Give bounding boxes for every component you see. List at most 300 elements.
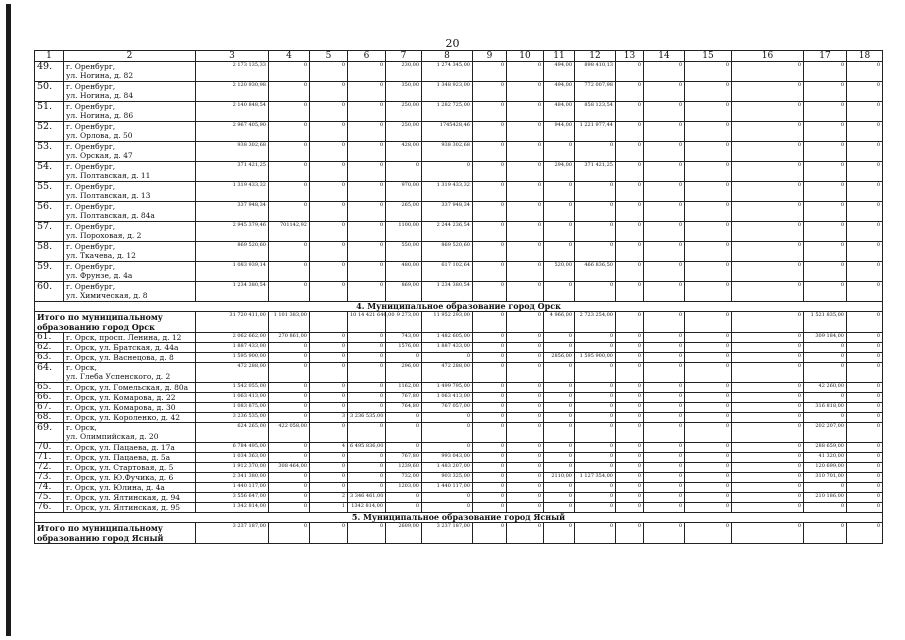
value-cell: 0 bbox=[348, 353, 386, 363]
value-cell: 0 bbox=[732, 343, 804, 353]
value-cell: 270 861,00 bbox=[269, 333, 310, 343]
column-number: 18 bbox=[847, 51, 883, 62]
value-cell: 701142,92 bbox=[269, 222, 310, 242]
value-cell: 0 bbox=[804, 62, 847, 82]
value-cell: 0 bbox=[473, 483, 507, 493]
value-cell: 0 bbox=[685, 102, 732, 122]
value-cell: 0 bbox=[847, 262, 883, 282]
value-cell: 0 bbox=[616, 403, 644, 413]
value-cell: 0 bbox=[348, 423, 386, 443]
row-number: 58. bbox=[35, 242, 64, 262]
row-number: 72. bbox=[35, 463, 64, 473]
total-value: 0 bbox=[847, 523, 883, 544]
value-cell: 0 bbox=[269, 403, 310, 413]
value-cell: 869 520,60 bbox=[422, 242, 473, 262]
value-cell: 0 bbox=[473, 453, 507, 463]
address-cell bbox=[64, 423, 196, 443]
value-cell: 0 bbox=[310, 142, 348, 162]
address-line: г. Оренбург, bbox=[66, 102, 116, 111]
value-cell: 0 bbox=[386, 162, 422, 182]
value-cell: 1 063 413,00 bbox=[196, 393, 269, 403]
value-cell: 2 173 135,33 bbox=[196, 62, 269, 82]
value-cell: 2856,00 bbox=[544, 353, 575, 363]
value-cell: 0 bbox=[616, 473, 644, 483]
value-cell: 0 bbox=[507, 62, 544, 82]
total-value: 0 bbox=[732, 523, 804, 544]
address-line: г. Оренбург, bbox=[66, 82, 116, 91]
table-row bbox=[35, 82, 883, 102]
total-value: 4 966,00 bbox=[544, 312, 575, 333]
value-cell: 0 bbox=[804, 102, 847, 122]
value-cell: 0 bbox=[847, 423, 883, 443]
value-cell: 0 bbox=[804, 503, 847, 513]
value-cell: 0 bbox=[685, 162, 732, 182]
value-cell: 0 bbox=[310, 333, 348, 343]
column-number: 14 bbox=[644, 51, 685, 62]
value-cell: 337 948,34 bbox=[196, 202, 269, 222]
value-cell: 0 bbox=[507, 393, 544, 403]
section-total-row bbox=[35, 523, 883, 544]
value-cell: 3 236 535,00 bbox=[196, 413, 269, 423]
row-number: 54. bbox=[35, 162, 64, 182]
value-cell: 1 034 363,00 bbox=[196, 453, 269, 463]
total-value: 0 bbox=[804, 523, 847, 544]
value-cell: 0 bbox=[269, 453, 310, 463]
address-line: г. Оренбург, bbox=[66, 282, 116, 291]
value-cell: 1 083 939,14 bbox=[196, 262, 269, 282]
value-cell: 0 bbox=[616, 413, 644, 423]
total-value: 0 bbox=[685, 523, 732, 544]
value-cell: 0 bbox=[473, 473, 507, 483]
value-cell: 767,80 bbox=[386, 393, 422, 403]
value-cell: 1 282 725,00 bbox=[422, 102, 473, 122]
value-cell: 294,00 bbox=[544, 162, 575, 182]
value-cell: 0 bbox=[804, 282, 847, 302]
row-number: 49. bbox=[35, 62, 64, 82]
value-cell: 0 bbox=[575, 343, 616, 353]
row-number: 52. bbox=[35, 122, 64, 142]
value-cell: 0 bbox=[507, 202, 544, 222]
total-value: 1 521 835,00 bbox=[804, 312, 847, 333]
section-title: 4. Муниципальное образование город Орск bbox=[35, 302, 883, 312]
row-number: 67. bbox=[35, 403, 64, 413]
value-cell: 0 bbox=[804, 413, 847, 423]
value-cell: 3 bbox=[310, 413, 348, 423]
value-cell: 0 bbox=[804, 262, 847, 282]
total-value: 0 bbox=[575, 523, 616, 544]
value-cell: 0 bbox=[685, 282, 732, 302]
value-cell: 0 bbox=[732, 182, 804, 202]
address-line: г. Орск, просп. Ленина, д. 12 bbox=[66, 333, 182, 342]
value-cell: 0 bbox=[847, 282, 883, 302]
value-cell: 0 bbox=[507, 403, 544, 413]
value-cell: 0 bbox=[732, 353, 804, 363]
value-cell: 0 bbox=[348, 202, 386, 222]
value-cell: 316 818,00 bbox=[804, 403, 847, 413]
value-cell: 0 bbox=[507, 242, 544, 262]
value-cell: 0 bbox=[507, 363, 544, 383]
value-cell: 0 bbox=[348, 62, 386, 82]
value-cell: 484,00 bbox=[544, 102, 575, 122]
value-cell: 0 bbox=[473, 383, 507, 393]
section-total-row bbox=[35, 312, 883, 333]
column-number: 6 bbox=[348, 51, 386, 62]
address-line: г. Орск, ул. Комарова, д. 22 bbox=[66, 393, 176, 402]
row-number: 69. bbox=[35, 423, 64, 443]
value-cell: 0 bbox=[310, 222, 348, 242]
value-cell: 0 bbox=[310, 122, 348, 142]
value-cell: 0 bbox=[575, 413, 616, 423]
value-cell: 0 bbox=[847, 122, 883, 142]
value-cell: 0 bbox=[422, 503, 473, 513]
address-line: ул. Ногина, д. 86 bbox=[66, 111, 134, 120]
value-cell: 772 007,98 bbox=[575, 82, 616, 102]
value-cell: 0 bbox=[685, 122, 732, 142]
value-cell: 0 bbox=[544, 393, 575, 403]
value-cell: 0 bbox=[616, 282, 644, 302]
value-cell: 494,00 bbox=[544, 62, 575, 82]
value-cell: 0 bbox=[269, 483, 310, 493]
address-cell bbox=[64, 62, 196, 82]
value-cell: 3 236 535,00 bbox=[348, 413, 386, 423]
row-number: 61. bbox=[35, 333, 64, 343]
value-cell: 0 bbox=[575, 282, 616, 302]
table-row bbox=[35, 162, 883, 182]
address-cell bbox=[64, 222, 196, 242]
address-cell bbox=[64, 122, 196, 142]
value-cell: 0 bbox=[544, 403, 575, 413]
value-cell: 0 bbox=[847, 202, 883, 222]
address-cell bbox=[64, 242, 196, 262]
column-number: 17 bbox=[804, 51, 847, 62]
column-number: 5 bbox=[310, 51, 348, 62]
value-cell: 0 bbox=[310, 393, 348, 403]
row-number: 55. bbox=[35, 182, 64, 202]
total-value: 2609,00 bbox=[386, 523, 422, 544]
address-cell bbox=[64, 262, 196, 282]
value-cell: 0 bbox=[644, 403, 685, 413]
value-cell: 0 bbox=[507, 142, 544, 162]
value-cell: 0 bbox=[732, 363, 804, 383]
value-cell: 1 274 345,00 bbox=[422, 62, 473, 82]
value-cell: 0 bbox=[685, 473, 732, 483]
value-cell: 1 595 900,00 bbox=[196, 353, 269, 363]
value-cell: 0 bbox=[644, 493, 685, 503]
value-cell: 0 bbox=[575, 503, 616, 513]
value-cell: 0 bbox=[804, 202, 847, 222]
value-cell: 0 bbox=[386, 423, 422, 443]
value-cell: 120 699,00 bbox=[804, 463, 847, 473]
value-cell: 1 234 380,54 bbox=[422, 282, 473, 302]
total-value: 3 237 187,00 bbox=[422, 523, 473, 544]
value-cell: 0 bbox=[644, 162, 685, 182]
value-cell: 0 bbox=[473, 182, 507, 202]
value-cell: 0 bbox=[847, 363, 883, 383]
total-value: 11 952 293,00 bbox=[422, 312, 473, 333]
value-cell: 0 bbox=[847, 443, 883, 453]
value-cell: 0 bbox=[732, 443, 804, 453]
value-cell: 0 bbox=[685, 62, 732, 82]
row-number: 51. bbox=[35, 102, 64, 122]
total-value: 0 bbox=[348, 523, 386, 544]
value-cell: 0 bbox=[386, 443, 422, 453]
value-cell: 202 207,00 bbox=[804, 423, 847, 443]
value-cell: 0 bbox=[616, 142, 644, 162]
value-cell: 0 bbox=[422, 413, 473, 423]
value-cell: 0 bbox=[507, 343, 544, 353]
value-cell: 0 bbox=[644, 453, 685, 463]
value-cell: 42 260,00 bbox=[804, 383, 847, 393]
total-value: 1 101 383,00 bbox=[269, 312, 310, 333]
address-line: г. Оренбург, bbox=[66, 262, 116, 271]
value-cell: 0 bbox=[473, 142, 507, 162]
table-row bbox=[35, 383, 883, 393]
value-cell: 0 bbox=[348, 142, 386, 162]
value-cell: 0 bbox=[507, 102, 544, 122]
value-cell: 1 483 207,00 bbox=[422, 463, 473, 473]
address-line: г. Оренбург, bbox=[66, 142, 116, 151]
value-cell: 0 bbox=[269, 122, 310, 142]
value-cell: 0 bbox=[732, 282, 804, 302]
address-line: ул. Полтавская, д. 13 bbox=[66, 191, 151, 200]
value-cell: 0 bbox=[575, 493, 616, 503]
value-cell: 0 bbox=[310, 453, 348, 463]
value-cell: 0 bbox=[804, 162, 847, 182]
value-cell: 0 bbox=[507, 282, 544, 302]
value-cell: 0 bbox=[685, 343, 732, 353]
value-cell: 0 bbox=[386, 493, 422, 503]
address-cell bbox=[64, 503, 196, 513]
value-cell: 0 bbox=[544, 222, 575, 242]
value-cell: 0 bbox=[348, 363, 386, 383]
value-cell: 0 bbox=[310, 202, 348, 222]
table-row bbox=[35, 142, 883, 162]
table-row bbox=[35, 333, 883, 343]
value-cell: 288 659,00 bbox=[804, 443, 847, 453]
value-cell: 0 bbox=[685, 423, 732, 443]
value-cell: 0 bbox=[847, 222, 883, 242]
column-number: 7 bbox=[386, 51, 422, 62]
table-row bbox=[35, 453, 883, 463]
row-number: 62. bbox=[35, 343, 64, 353]
value-cell: 0 bbox=[507, 503, 544, 513]
value-cell: 0 bbox=[473, 503, 507, 513]
table-row bbox=[35, 443, 883, 453]
row-number: 68. bbox=[35, 413, 64, 423]
total-value: 0 bbox=[616, 312, 644, 333]
value-cell: 0 bbox=[269, 62, 310, 82]
value-cell: 0 bbox=[473, 343, 507, 353]
value-cell: 0 bbox=[732, 473, 804, 483]
address-line: г. Орск, ул. Ю.Фучика, д. 6 bbox=[66, 473, 174, 482]
value-cell: 250,00 bbox=[386, 122, 422, 142]
value-cell: 0 bbox=[507, 423, 544, 443]
value-cell: 0 bbox=[616, 463, 644, 473]
value-cell: 0 bbox=[348, 383, 386, 393]
address-cell bbox=[64, 82, 196, 102]
value-cell: 0 bbox=[732, 122, 804, 142]
row-number: 63. bbox=[35, 353, 64, 363]
total-value: 0 bbox=[473, 312, 507, 333]
address-cell bbox=[64, 363, 196, 383]
address-line: ул. Олимпийская, д. 20 bbox=[66, 432, 159, 441]
address-line: г. Орск, ул. Ялтинская, д. 95 bbox=[66, 503, 181, 512]
column-number: 11 bbox=[544, 51, 575, 62]
address-line: г. Орск, ул. Комарова, д. 30 bbox=[66, 403, 176, 412]
address-cell bbox=[64, 483, 196, 493]
value-cell: 2 120 930,98 bbox=[196, 82, 269, 102]
table-row bbox=[35, 202, 883, 222]
value-cell: 0 bbox=[644, 262, 685, 282]
table-row bbox=[35, 363, 883, 383]
value-cell: 0 bbox=[685, 383, 732, 393]
value-cell: 0 bbox=[422, 353, 473, 363]
value-cell: 1 221 977,44 bbox=[575, 122, 616, 142]
value-cell: 0 bbox=[348, 282, 386, 302]
value-cell: 0 bbox=[348, 162, 386, 182]
row-number: 65. bbox=[35, 383, 64, 393]
value-cell: 0 bbox=[644, 383, 685, 393]
value-cell: 0 bbox=[507, 353, 544, 363]
value-cell: 0 bbox=[685, 142, 732, 162]
value-cell: 0 bbox=[616, 503, 644, 513]
value-cell: 0 bbox=[310, 82, 348, 102]
value-cell: 0 bbox=[473, 282, 507, 302]
value-cell: 0 bbox=[644, 473, 685, 483]
value-cell: 0 bbox=[386, 503, 422, 513]
value-cell: 0 bbox=[685, 333, 732, 343]
value-cell: 898 410,13 bbox=[575, 62, 616, 82]
value-cell: 0 bbox=[616, 262, 644, 282]
column-number: 12 bbox=[575, 51, 616, 62]
value-cell: 0 bbox=[507, 413, 544, 423]
value-cell: 0 bbox=[473, 202, 507, 222]
value-cell: 858 123,54 bbox=[575, 102, 616, 122]
value-cell: 0 bbox=[348, 403, 386, 413]
value-cell: 1 542 055,00 bbox=[196, 383, 269, 393]
value-cell: 0 bbox=[507, 122, 544, 142]
value-cell: 0 bbox=[575, 483, 616, 493]
value-cell: 0 bbox=[544, 383, 575, 393]
value-cell: 0 bbox=[310, 463, 348, 473]
value-cell: 0 bbox=[310, 383, 348, 393]
address-line: г. Орск, ул. Короленко, д. 42 bbox=[66, 413, 180, 422]
table-row bbox=[35, 473, 883, 483]
value-cell: 0 bbox=[544, 343, 575, 353]
total-value: 0 bbox=[644, 312, 685, 333]
value-cell: 0 bbox=[644, 353, 685, 363]
value-cell: 0 bbox=[348, 463, 386, 473]
value-cell: 0 bbox=[644, 122, 685, 142]
address-line: г. Оренбург, bbox=[66, 202, 116, 211]
value-cell: 0 bbox=[616, 62, 644, 82]
value-cell: 0 bbox=[644, 222, 685, 242]
value-cell: 0 bbox=[732, 463, 804, 473]
value-cell: 1 bbox=[310, 503, 348, 513]
value-cell: 0 bbox=[616, 393, 644, 403]
section-title-row bbox=[35, 513, 883, 523]
table-row bbox=[35, 242, 883, 262]
value-cell: 422 058,00 bbox=[269, 423, 310, 443]
value-cell: 0 bbox=[616, 122, 644, 142]
total-value: 10 14 421 646,00 bbox=[348, 312, 386, 333]
value-cell: 938 302,68 bbox=[196, 142, 269, 162]
value-cell: 0 bbox=[732, 62, 804, 82]
value-cell: 0 bbox=[310, 162, 348, 182]
value-cell: 0 bbox=[732, 102, 804, 122]
value-cell: 0 bbox=[473, 423, 507, 443]
value-cell: 0 bbox=[575, 363, 616, 383]
value-cell: 0 bbox=[473, 393, 507, 403]
table-row bbox=[35, 343, 883, 353]
total-value: 0 bbox=[507, 523, 544, 544]
value-cell: 0 bbox=[644, 423, 685, 443]
value-cell: 0 bbox=[616, 493, 644, 503]
row-number: 70. bbox=[35, 443, 64, 453]
table-row bbox=[35, 222, 883, 242]
address-line: г. Орск, ул. Пацаева, д. 5а bbox=[66, 453, 171, 462]
binding-edge bbox=[6, 4, 11, 636]
value-cell: 0 bbox=[348, 182, 386, 202]
value-cell: 0 bbox=[847, 413, 883, 423]
value-cell: 2 967 405,90 bbox=[196, 122, 269, 142]
value-cell: 0 bbox=[644, 142, 685, 162]
address-line: г. Орск, ул. Стартовая, д. 5 bbox=[66, 463, 174, 472]
address-line: г. Орск, ул. Ялтинская, д. 94 bbox=[66, 493, 181, 502]
value-cell: 308 464,00 bbox=[269, 463, 310, 473]
value-cell: 6 495 836,00 bbox=[348, 443, 386, 453]
address-line: ул. Фрунзе, д. 4а bbox=[66, 271, 133, 280]
value-cell: 0 bbox=[804, 363, 847, 383]
row-number: 57. bbox=[35, 222, 64, 242]
address-line: г. Орск, ул. Пацаева, д. 17а bbox=[66, 443, 175, 452]
value-cell: 1 127 354,00 bbox=[575, 473, 616, 483]
value-cell: 0 bbox=[310, 353, 348, 363]
value-cell: 1203,00 bbox=[386, 483, 422, 493]
total-value: 0 bbox=[473, 523, 507, 544]
value-cell: 1 319 433,32 bbox=[196, 182, 269, 202]
table-row bbox=[35, 403, 883, 413]
value-cell: 0 bbox=[575, 453, 616, 463]
value-cell: 0 bbox=[422, 162, 473, 182]
value-cell: 2 945 379,46 bbox=[196, 222, 269, 242]
value-cell: 0 bbox=[732, 493, 804, 503]
value-cell: 3 346 461,00 bbox=[348, 493, 386, 503]
table-row bbox=[35, 282, 883, 302]
address-cell bbox=[64, 142, 196, 162]
address-line: г. Орск, ул. Братская, д. 44а bbox=[66, 343, 179, 352]
value-cell: 2 341 380,00 bbox=[196, 473, 269, 483]
value-cell: 0 bbox=[310, 262, 348, 282]
value-cell: 0 bbox=[575, 383, 616, 393]
address-line: г. Оренбург, bbox=[66, 242, 116, 251]
value-cell: 0 bbox=[732, 483, 804, 493]
value-cell: 0 bbox=[473, 333, 507, 343]
value-cell: 0 bbox=[473, 222, 507, 242]
value-cell: 371 421,25 bbox=[196, 162, 269, 182]
value-cell: 869 520,60 bbox=[196, 242, 269, 262]
value-cell: 0 bbox=[544, 453, 575, 463]
address-cell bbox=[64, 343, 196, 353]
table-row bbox=[35, 262, 883, 282]
value-cell: 309 184,00 bbox=[804, 333, 847, 343]
value-cell: 0 bbox=[847, 182, 883, 202]
address-line: г. Оренбург, bbox=[66, 62, 116, 71]
column-number: 9 bbox=[473, 51, 507, 62]
value-cell: 0 bbox=[847, 503, 883, 513]
value-cell: 2110,00 bbox=[544, 473, 575, 483]
column-number: 3 bbox=[196, 51, 269, 62]
